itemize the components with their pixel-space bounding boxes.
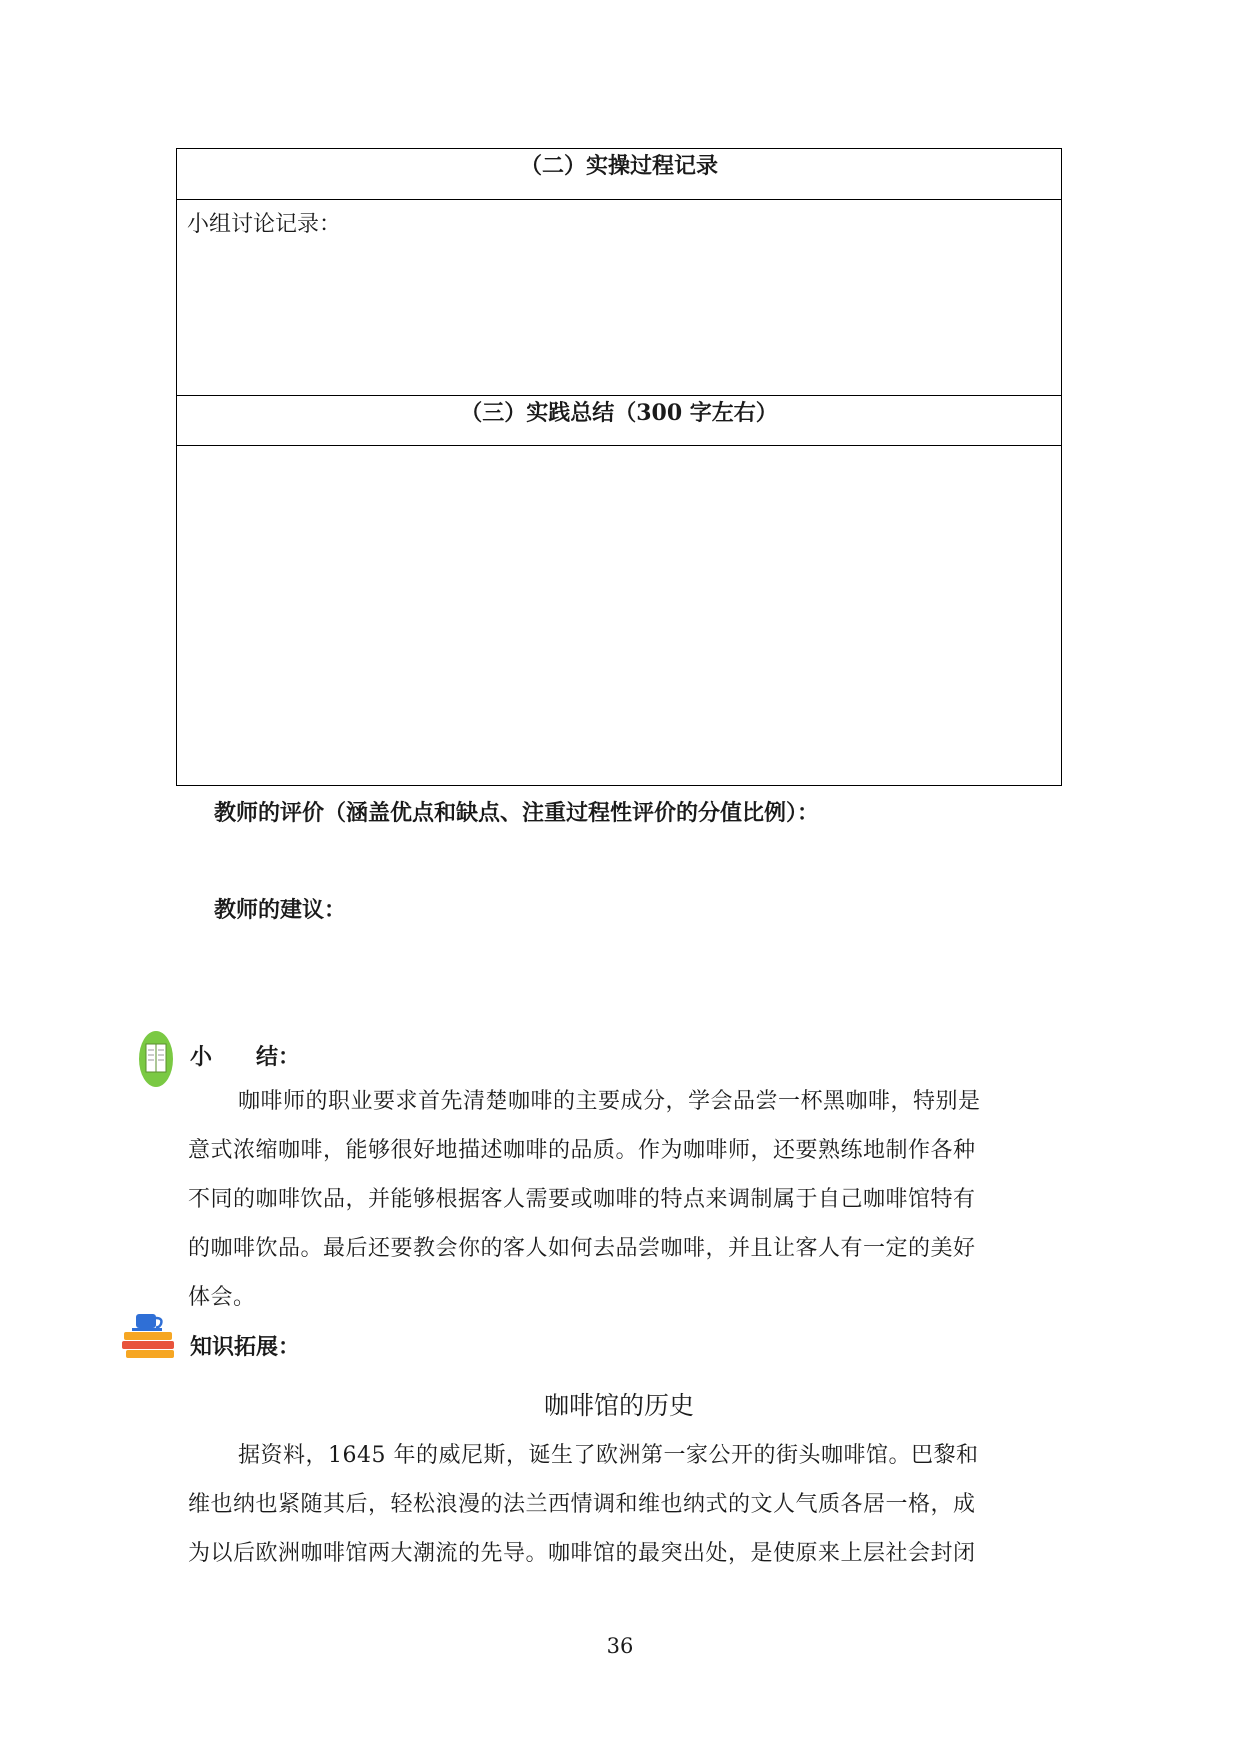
summary-line: 咖啡师的职业要求首先清楚咖啡的主要成分，学会品尝一杯黑咖啡，特别是: [238, 1089, 981, 1114]
books-cup-icon: [120, 1310, 178, 1362]
table-divider: [177, 199, 1061, 200]
article-line: 据资料，1645 年的威尼斯，诞生了欧洲第一家公开的街头咖啡馆。巴黎和: [238, 1443, 979, 1468]
section2-title: （二）实操过程记录: [519, 153, 718, 179]
section3-title: （三）实践总结（300 字左右）: [460, 400, 778, 426]
summary-heading: 小 结：: [190, 1044, 301, 1070]
knowledge-heading: 知识拓展：: [190, 1334, 301, 1360]
summary-line: 不同的咖啡饮品，并能够根据客人需要或咖啡的特点来调制属于自己咖啡馆特有: [188, 1187, 976, 1212]
summary-line: 体会。: [188, 1285, 256, 1310]
summary-line: 的咖啡饮品。最后还要教会你的客人如何去品尝咖啡，并且让客人有一定的美好: [188, 1236, 976, 1261]
teacher-evaluation-label: 教师的评价（涵盖优点和缺点、注重过程性评价的分值比例）：: [214, 800, 820, 826]
summary-line: 意式浓缩咖啡，能够很好地描述咖啡的品质。作为咖啡师，还要熟练地制作各种: [188, 1138, 976, 1163]
article-line: 维也纳也紧随其后，轻松浪漫的法兰西情调和维也纳式的文人气质各居一格，成: [188, 1492, 976, 1517]
article-title: 咖啡馆的历史: [543, 1391, 694, 1420]
table-divider: [177, 395, 1061, 396]
teacher-suggestion-label: 教师的建议：: [214, 897, 347, 923]
practice-record-table: [176, 148, 1062, 786]
article-line: 为以后欧洲咖啡馆两大潮流的先导。咖啡馆的最突出处，是使原来上层社会封闭: [188, 1541, 976, 1566]
group-discussion-record-cell[interactable]: [177, 201, 1061, 395]
practice-summary-cell[interactable]: [177, 447, 1061, 783]
table-divider: [177, 445, 1061, 446]
book-icon: [138, 1030, 174, 1088]
group-record-label: 小组讨论记录：: [187, 212, 342, 237]
page-number: 36: [606, 1634, 634, 1658]
